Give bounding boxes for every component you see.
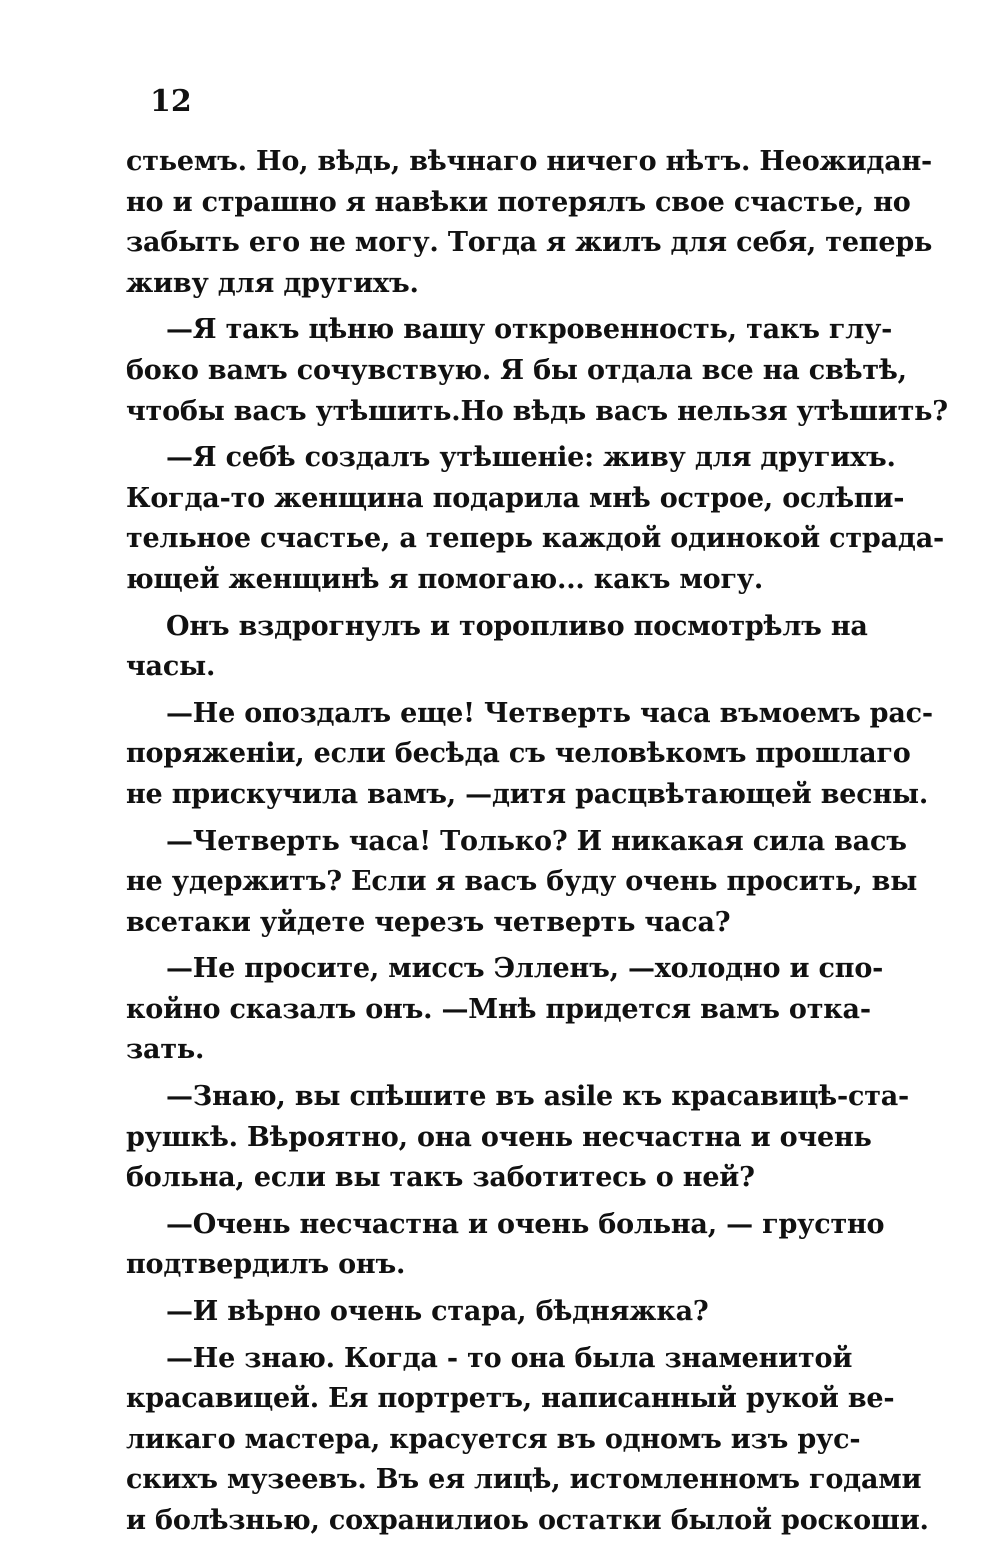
- text-line: поряженіи, если бесѣда съ человѣкомъ прошлаго: [126, 738, 911, 770]
- text-line: всетаки уйдете черезъ четверть часа?: [126, 906, 731, 938]
- text-line: —Я себѣ создалъ утѣшеніе: живу для другихъ.: [166, 442, 896, 474]
- text-line: —Четверть часа! Только? И никакая сила васъ: [166, 825, 907, 857]
- text-line: ликаго мастера, красуется въ одномъ изъ рус-: [126, 1423, 861, 1455]
- text-line: подтвердилъ онъ.: [126, 1249, 406, 1281]
- text-line: красавицей. Ея портретъ, написанный рукой ве-: [126, 1383, 895, 1415]
- text-line: больна, если вы такъ заботитесь о ней?: [126, 1162, 755, 1194]
- text-line: —Я такъ цѣню вашу откровенность, такъ глу-: [166, 314, 893, 346]
- text-line: часы.: [126, 651, 216, 683]
- text-line: —Не опоздалъ еще! Четверть часа въмоемъ рас-: [166, 697, 933, 729]
- text-line: рушкѣ. Вѣроятно, она очень несчастна и очень: [126, 1121, 872, 1153]
- text-line: живу для другихъ.: [126, 267, 419, 299]
- text-line: Онъ вздрогнулъ и торопливо посмотрѣлъ на: [166, 610, 868, 642]
- text-line: ющей женщинѣ я помогаю... какъ могу.: [126, 563, 764, 595]
- text-line: и болѣзнью, сохранилиоь остатки былой роскоши.: [126, 1505, 929, 1536]
- text-line: не прискучила вамъ, —дитя расцвѣтающей весны.: [126, 778, 929, 810]
- text-line: стьемъ. Но, вѣдь, вѣчнаго ничего нѣтъ. Неожидан-: [126, 146, 933, 177]
- text-line: Когда-то женщина подарила мнѣ острое, ослѣпи-: [126, 482, 905, 514]
- text-line: чтобы васъ утѣшить.Но вѣдь васъ нельзя утѣшить?: [126, 395, 948, 427]
- text-line: койно сказалъ онъ. —Мнѣ придется вамъ отка-: [126, 993, 871, 1025]
- text-line: но и страшно я навѣки потерялъ свое счастье, но: [126, 186, 911, 218]
- text-line: —Знаю, вы спѣшите въ asile къ красавицѣ-ста-: [166, 1081, 910, 1113]
- text-line: забыть его не могу. Тогда я жилъ для себя, теперь: [126, 227, 933, 259]
- text-line: зать.: [126, 1034, 205, 1066]
- text-line: —Очень несчастна и очень больна, — грустно: [166, 1208, 885, 1240]
- body-text: [126, 142, 948, 1542]
- text-line: боко вамъ сочувствую. Я бы отдала все на свѣтѣ,: [126, 354, 907, 386]
- text-line: —И вѣрно очень стара, бѣдняжка?: [166, 1296, 709, 1328]
- page-number: 12: [150, 84, 192, 119]
- text-line: скихъ музеевъ. Въ ея лицѣ, истомленномъ годами: [126, 1464, 922, 1496]
- text-line: —Не знаю. Когда - то она была знаменитой: [166, 1342, 853, 1374]
- text-line: не удержитъ? Если я васъ буду очень просить, вы: [126, 866, 918, 898]
- text-line: —Не просите, миссъ Элленъ, —холодно и спо-: [166, 953, 884, 985]
- text-line: тельное счастье, а теперь каждой одинокой страда-: [126, 523, 944, 555]
